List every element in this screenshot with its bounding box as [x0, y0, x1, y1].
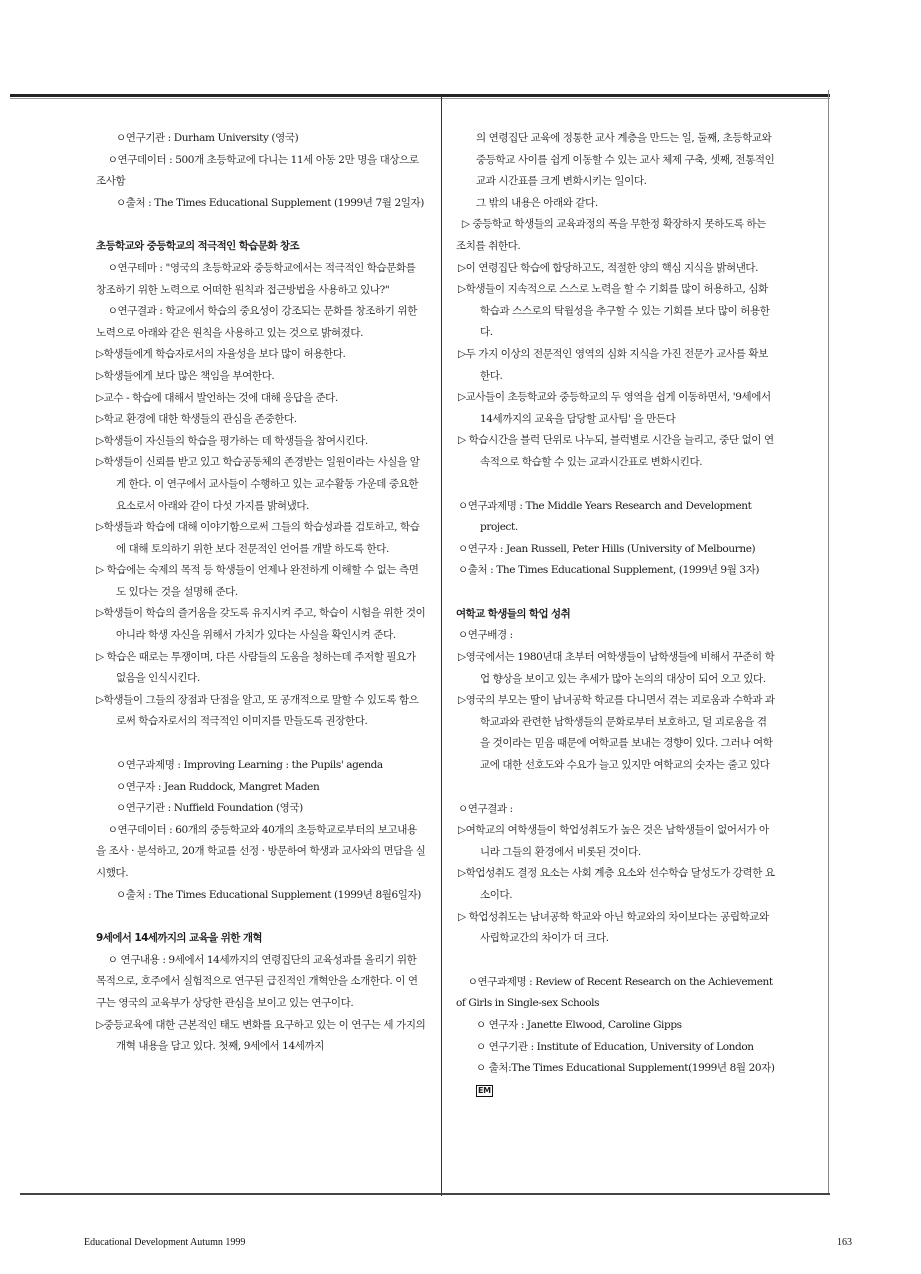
paragraph-text: ▷이 연령집단 학습에 합당하고도, 적절한 양의 핵심 지식을 밝혀낸다.	[458, 261, 759, 274]
body-paragraph	[456, 820, 776, 863]
paragraph-text: ▷학생들이 신뢰를 받고 있고 학습공동체의 존경받는 일원이라는 사실을 알게 한다. 이 연구에서 교사들이 수행하고 있는 교수활동 가운데 중요한 요소로서 아래와 같이 다섯 가지를 밝혀냈다.	[96, 456, 422, 512]
bottom-rule	[20, 1193, 830, 1195]
right-column	[456, 128, 776, 1101]
paragraph-text: ▷학생들에게 보다 많은 책임을 부여한다.	[96, 369, 275, 382]
paragraph-text: ▷ 학업성취도는 남녀공학 학교와 아닌 학교와의 차이보다는 공립학교와 사립학교간의 차이가 더 크다.	[458, 910, 772, 945]
body-paragraph	[456, 907, 776, 950]
paragraph-text: ㅇ출처 : The Times Educational Supplement (1999년 8월6일자)	[116, 888, 421, 901]
paragraph-text: ▷두 가지 이상의 전문적인 영역의 심화 지식을 가진 전문가 교사를 확보한다.	[458, 347, 768, 382]
paragraph-text: ㅇ출처 : The Times Educational Supplement, (1999년 9월 3자)	[458, 564, 760, 577]
body-paragraph	[456, 387, 776, 430]
body-paragraph	[96, 885, 426, 907]
paragraph-text: ▷영국의 부모는 딸이 남녀공학 학교를 다니면서 겪는 괴로움과 수학과 과학교과와 관련한 남학생들의 문화로부터 보호하고, 덜 괴로움을 겪을 것이라는 믿음 때문에 여학교를 보내는 경향이 있다. 그러나 여학교에 대한 선호도와 수요가 늘고 있지만 여학교의 숫자는 줄고 있다	[458, 694, 775, 772]
paragraph-text: ㅇ연구과제명 : Review of Recent Research on the Achievement of Girls in Single-sex Schools	[456, 975, 776, 1010]
body-paragraph	[456, 647, 776, 690]
paragraph-text: ▷학생들이 지속적으로 스스로 노력을 할 수 기회를 많이 허용하고, 심화학습과 스스로의 탁월성을 추구할 수 있는 기회를 보다 많이 허용한다.	[458, 283, 770, 339]
body-paragraph	[96, 452, 426, 517]
paragraph-text: 여학교 학생들의 학업 성취	[456, 607, 571, 620]
body-paragraph	[96, 193, 426, 215]
paragraph-text: 의 연령집단 교육에 정통한 교사 계층을 만드는 일, 둘째, 초등학교와 중등학교 사이를 쉽게 이동할 수 있는 교사 체제 구축, 셋째, 전통적인 교과 시간표를 크게 변화시키는 일이다.	[476, 132, 778, 188]
body-paragraph	[96, 409, 426, 431]
paragraph-text: ㅇ 연구자 : Janette Elwood, Caroline Gipps	[476, 1018, 682, 1031]
body-paragraph	[96, 690, 426, 733]
paragraph-text: ㅇ 연구기관 : Institute of Education, University of London	[476, 1040, 754, 1053]
paragraph-text: ▷중등교육에 대한 근본적인 태도 변화를 요구하고 있는 이 연구는 세 가지의 개혁 내용을 담고 있다. 첫째, 9세에서 14세까지	[96, 1018, 429, 1053]
body-paragraph	[456, 496, 776, 539]
paragraph-text: ㅇ연구자 : Jean Russell, Peter Hills (University of Melbourne)	[458, 542, 756, 555]
paragraph-text: ▷학업성취도 결정 요소는 사회 계층 요소와 선수학습 달성도가 강력한 요소이다.	[458, 867, 775, 901]
paragraph-gap	[96, 733, 426, 755]
body-paragraph	[96, 344, 426, 366]
paragraph-gap	[96, 906, 426, 928]
paragraph-gap	[456, 950, 776, 972]
body-paragraph	[96, 366, 426, 388]
paragraph-gap	[456, 582, 776, 604]
paragraph-text: ㅇ연구결과 : 학교에서 학습의 중요성이 강조되는 문화를 창조하기 위한 노력으로 아래와 같은 원칙을 사용하고 있는 것으로 밝혀졌다.	[96, 305, 420, 339]
paragraph-text: ㅇ연구데이터 : 60개의 중등학교와 40개의 초등학교로부터의 보고내용을 조사 · 분석하고, 20개 학교를 선정 · 방문하여 학생과 교사와의 면담을 실시했다.	[96, 823, 426, 879]
body-paragraph	[456, 1058, 776, 1101]
body-paragraph	[456, 258, 776, 280]
section-heading	[96, 236, 426, 258]
body-paragraph	[96, 1015, 429, 1058]
body-paragraph	[456, 863, 776, 906]
top-rule	[10, 94, 830, 97]
paragraph-text: ▷ 학습에는 숙제의 목적 등 학생들이 언제나 완전하게 이해할 수 없는 측면도 있다는 것을 설명해 준다.	[96, 564, 419, 598]
body-paragraph	[456, 625, 776, 647]
body-paragraph	[96, 798, 426, 820]
paragraph-text: ㅇ연구자 : Jean Ruddock, Mangret Maden	[116, 780, 320, 793]
paragraph-text: 그 밖의 내용은 아래와 같다.	[476, 196, 598, 209]
body-paragraph	[96, 755, 426, 777]
body-paragraph	[96, 301, 426, 344]
paragraph-text: ▷학생들에게 학습자로서의 자율성을 보다 많이 허용한다.	[96, 348, 346, 361]
paragraph-text: ▷학생들이 학습의 즐거움을 갖도록 유지시켜 주고, 학습이 시험을 위한 것이 아니라 학생 자신을 위해서 가치가 있다는 사실을 확인시켜 준다.	[96, 607, 429, 642]
body-paragraph	[96, 777, 426, 799]
body-paragraph	[456, 279, 776, 344]
body-paragraph	[96, 950, 426, 1015]
section-heading	[456, 604, 776, 626]
footer-journal: Educational Development Autumn 1999	[84, 1237, 246, 1248]
body-paragraph	[96, 128, 426, 150]
body-paragraph	[96, 388, 426, 410]
body-paragraph	[456, 690, 776, 776]
body-paragraph	[456, 1015, 776, 1037]
body-paragraph	[96, 647, 426, 690]
paragraph-text: ▷영국에서는 1980년대 초부터 여학생들이 남학생들에 비해서 꾸준히 학업 향상을 보이고 있는 추세가 많아 논의의 대상이 되어 오고 있다.	[458, 651, 775, 685]
right-margin-line	[828, 90, 829, 1194]
body-paragraph	[96, 560, 426, 603]
body-paragraph	[456, 128, 776, 193]
paragraph-text: ㅇ 연구내용 : 9세에서 14세까지의 연령집단의 교육성과를 올리기 위한 목적으로, 호주에서 실험적으로 연구된 급진적인 개혁안을 소개한다. 이 연구는 영국의 교육부가 상당한 관심을 보이고 있는 연구이다.	[96, 953, 420, 1009]
paragraph-text: ㅇ연구과제명 : The Middle Years Research and Development project.	[458, 499, 755, 534]
body-paragraph	[456, 344, 776, 387]
paragraph-text: ▷ 학습은 때로는 투쟁이며, 다른 사람들의 도움을 청하는데 주저할 필요가 없음을 인식시킨다.	[96, 650, 419, 685]
section-heading	[96, 928, 426, 950]
body-paragraph	[96, 258, 426, 301]
left-column	[96, 128, 429, 1058]
body-paragraph	[96, 603, 429, 646]
body-paragraph	[456, 539, 776, 561]
paragraph-gap	[96, 214, 426, 236]
paragraph-text: ▷학생들이 그들의 장점과 단점을 알고, 또 공개적으로 말할 수 있도록 함으로써 학습자로서의 적극적인 이미지를 만들도록 권장한다.	[96, 693, 419, 728]
paragraph-text: ㅇ연구테마 : "영국의 초등학교와 중등학교에서는 적극적인 학습문화를 창조하기 위한 노력으로 어떠한 원칙과 접근방법을 사용하고 있나?"	[96, 261, 419, 296]
column-divider	[441, 96, 442, 1196]
paragraph-text: ㅇ출처 : The Times Educational Supplement (1999년 7월 2일자)	[116, 196, 424, 209]
paragraph-text: ㅇ연구배경 :	[458, 629, 513, 642]
footer-page-number: 163	[837, 1237, 852, 1248]
body-paragraph	[456, 799, 776, 821]
paragraph-text: ▷교수 - 학습에 대해서 발언하는 것에 대해 응답을 준다.	[96, 391, 338, 404]
paragraph-text: 9세에서 14세까지의 교육을 위한 개혁	[96, 932, 262, 945]
body-paragraph	[456, 193, 776, 215]
paragraph-gap	[456, 777, 776, 799]
paragraph-text: ㅇ연구데이터 : 500개 초등학교에 다니는 11세 아동 2만 명을 대상으로 조사함	[96, 153, 422, 188]
paragraph-text: ㅇ연구기관 : Durham University (영국)	[116, 132, 299, 144]
body-paragraph	[96, 517, 426, 560]
body-paragraph	[456, 972, 776, 1015]
paragraph-text: ㅇ연구과제명 : Improving Learning : the Pupils' agenda	[116, 759, 383, 772]
body-paragraph	[456, 214, 776, 257]
body-paragraph	[456, 430, 776, 473]
body-paragraph	[456, 560, 776, 582]
paragraph-text: ▷여학교의 여학생들이 학업성취도가 높은 것은 남학생들이 없어서가 아니라 그들의 환경에서 비롯된 것이다.	[458, 824, 769, 858]
paragraph-gap	[456, 474, 776, 496]
paragraph-text: ▷학교 환경에 대한 학생들의 관심을 존중한다.	[96, 413, 297, 426]
paragraph-text: ㅇ연구기관 : Nuffield Foundation (영국)	[116, 802, 303, 815]
end-mark-icon: EM	[478, 1085, 491, 1095]
paragraph-text: 초등학교와 중등학교의 적극적인 학습문화 창조	[96, 240, 300, 253]
paragraph-text: ㅇ 출처:The Times Educational Supplement(1999년 8월 20자)	[476, 1062, 775, 1075]
paragraph-text: ▷ 중등학교 학생들의 교육과정의 폭을 무한정 확장하지 못하도록 하는 조치를 취한다.	[456, 218, 769, 252]
paragraph-text: ▷학생들이 자신들의 학습을 평가하는 데 학생들을 참여시킨다.	[96, 434, 368, 447]
paragraph-text: ▷ 학습시간을 블럭 단위로 나누되, 블럭별로 시간을 늘리고, 중단 없이 연속적으로 학습할 수 있는 교과시간표로 변화시킨다.	[458, 434, 774, 468]
top-rule-thin	[10, 98, 830, 99]
paragraph-text: ㅇ연구결과 :	[458, 802, 513, 815]
body-paragraph	[96, 150, 426, 193]
body-paragraph	[96, 431, 426, 453]
body-paragraph	[96, 820, 426, 885]
body-paragraph	[456, 1037, 776, 1059]
paragraph-text: ▷학생들과 학습에 대해 이야기함으로써 그들의 학습성과를 검토하고, 학습에 대해 토의하기 위한 보다 전문적인 언어를 개발 하도록 한다.	[96, 521, 420, 555]
paragraph-text: ▷교사들이 초등학교와 중등학교의 두 영역을 쉽게 이동하면서, '9세에서 14세까지의 교육을 담당할 교사팀' 을 만든다	[458, 391, 774, 425]
